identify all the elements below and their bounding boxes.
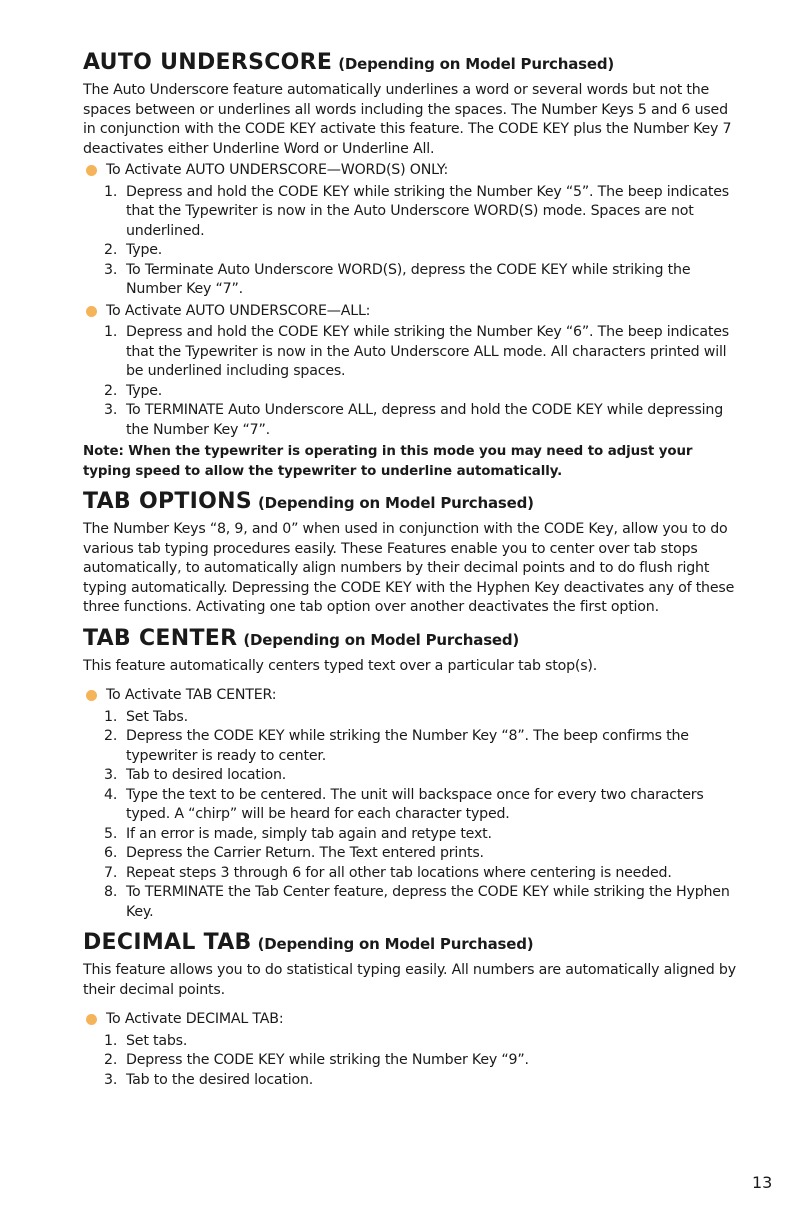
bullet-dot-icon	[86, 165, 97, 176]
step-item	[104, 382, 743, 402]
step-item	[104, 1032, 743, 1052]
section-title: AUTO UNDERSCORE	[83, 50, 333, 75]
section-heading	[83, 626, 743, 653]
step-text: Tab to desired location.	[126, 767, 287, 783]
step-item	[104, 786, 743, 825]
section-subtitle: (Depending on Model Purchased)	[243, 630, 520, 649]
section-heading	[83, 50, 743, 77]
step-list	[83, 1032, 743, 1091]
step-text: To Terminate Auto Underscore WORD(S), depress the CODE KEY while striking the Number Key “7”.	[126, 261, 691, 297]
step-text: Tab to the desired location.	[126, 1071, 314, 1088]
step-text: To TERMINATE the Tab Center feature, depress the CODE KEY while striking the Hyphen Key.	[126, 884, 730, 920]
step-item	[104, 1071, 743, 1091]
step-text: Repeat steps 3 through 6 for all other tab locations where centering is needed.	[126, 864, 672, 881]
step-number: 1.	[104, 183, 118, 200]
section-title: DECIMAL TAB	[83, 930, 252, 955]
section-subtitle: (Depending on Model Purchased)	[258, 494, 534, 512]
step-text: Set Tabs.	[126, 708, 188, 725]
step-list	[83, 323, 743, 440]
step-number: 8.	[104, 884, 118, 900]
section-decimal-tab	[83, 930, 743, 1090]
step-number: 1.	[104, 324, 118, 340]
page-number: 13	[752, 1173, 773, 1192]
spacer	[83, 922, 743, 930]
section-tab-options	[83, 489, 743, 618]
bullet-dot-icon	[86, 306, 97, 317]
step-item	[104, 183, 743, 242]
step-item	[104, 844, 743, 864]
step-number: 2.	[104, 382, 118, 399]
note-text: Note: When the typewriter is operating in this mode you may need to adjust your typing speed to allow the typewriter to underline automatically.	[83, 444, 693, 479]
step-item	[104, 241, 743, 261]
step-item	[104, 708, 743, 728]
procedure-label	[83, 161, 743, 181]
step-number: 3.	[104, 261, 118, 278]
step-item	[104, 323, 743, 382]
step-number: 3.	[104, 1071, 118, 1088]
step-item	[104, 864, 743, 884]
spacer	[83, 1000, 743, 1008]
procedure-label	[83, 302, 743, 322]
section-title: TAB CENTER	[83, 625, 238, 651]
procedure-label-text: To Activate AUTO UNDERSCORE—ALL:	[106, 302, 371, 319]
step-item	[104, 261, 743, 300]
section-intro: The Number Keys “8, 9, and 0” when used in conjunction with the CODE Key, allow you to do various tab typing procedures easily. These Features enable you to center over tab stops automatically, to automatically align numbers by their decimal points and to do flush right typing automatically. Depressing the CODE KEY with the Hyphen Key deactivates any of these three functions. Activating one tab option over another deactivates the first option.	[83, 521, 735, 615]
step-item	[104, 727, 743, 766]
procedure-label-text: To Activate DECIMAL TAB:	[106, 1011, 284, 1027]
step-item	[104, 766, 743, 786]
step-number: 5.	[104, 825, 118, 842]
step-text: To TERMINATE Auto Underscore ALL, depress and hold the CODE KEY while depressing the Number Key “7”.	[126, 402, 724, 438]
step-text: Depress the CODE KEY while striking the Number Key “8”. The beep confirms the typewriter is ready to center.	[126, 728, 689, 764]
step-number: 7.	[104, 864, 118, 881]
section-subtitle: (Depending on Model Purchased)	[338, 55, 615, 73]
procedure-label	[83, 686, 743, 706]
step-number: 3.	[104, 402, 118, 418]
procedure-label	[83, 1010, 743, 1030]
step-text: Type.	[126, 242, 163, 258]
step-number: 2.	[104, 242, 118, 258]
step-number: 1.	[104, 708, 118, 725]
step-item	[104, 1051, 743, 1071]
step-list	[83, 708, 743, 923]
step-item	[104, 825, 743, 845]
spacer	[83, 676, 743, 684]
procedure-label-text: To Activate TAB CENTER:	[106, 687, 277, 703]
section-tab-center	[83, 626, 743, 923]
step-item	[104, 401, 743, 440]
section-intro: This feature automatically centers typed text over a particular tab stop(s).	[83, 657, 598, 674]
step-item	[104, 883, 743, 922]
page-content	[83, 50, 743, 1090]
section-title: TAB OPTIONS	[83, 489, 253, 514]
procedure-label-text: To Activate AUTO UNDERSCORE—WORD(S) ONLY:	[106, 162, 449, 178]
step-number: 1.	[104, 1032, 118, 1049]
spacer	[83, 618, 743, 626]
step-text: Depress and hold the CODE KEY while striking the Number Key “5”. The beep indicates that the Typewriter is now in the Auto Underscore WORD(S) mode. Spaces are not underlined.	[126, 183, 729, 239]
section-heading	[83, 489, 743, 516]
section-subtitle: (Depending on Model Purchased)	[257, 935, 534, 953]
step-number: 2.	[104, 1052, 118, 1068]
bullet-dot-icon	[86, 1014, 97, 1025]
step-number: 2.	[104, 728, 118, 744]
step-text: Type the text to be centered. The unit will backspace once for every two characters typed. A “chirp” will be heard for each character typed.	[126, 786, 704, 822]
step-text: Type.	[126, 382, 163, 399]
step-number: 4.	[104, 786, 118, 803]
section-auto-underscore	[83, 50, 743, 481]
section-intro: This feature allows you to do statistical typing easily. All numbers are automatically aligned by their decimal points.	[83, 962, 736, 998]
step-text: If an error is made, simply tab again and retype text.	[126, 825, 492, 842]
step-number: 6.	[104, 845, 118, 861]
step-text: Depress the Carrier Return. The Text entered prints.	[126, 845, 484, 861]
section-intro: The Auto Underscore feature automatically underlines a word or several words but not the spaces between or underlines all words including the spaces. The Number Keys 5 and 6 used in conjunction with the CODE KEY activate this feature. The CODE KEY plus the Number Key 7 deactivates either Underline Word or Underline All.	[83, 82, 732, 157]
step-list	[83, 183, 743, 300]
step-text: Set tabs.	[126, 1032, 188, 1049]
spacer	[83, 481, 743, 489]
step-text: Depress and hold the CODE KEY while striking the Number Key “6”. The beep indicates that the Typewriter is now in the Auto Underscore ALL mode. All characters printed will be underlined including spaces.	[126, 324, 729, 379]
step-text: Depress the CODE KEY while striking the Number Key “9”.	[126, 1052, 529, 1068]
bullet-dot-icon	[86, 690, 97, 701]
section-heading	[83, 930, 743, 957]
step-number: 3.	[104, 767, 118, 783]
